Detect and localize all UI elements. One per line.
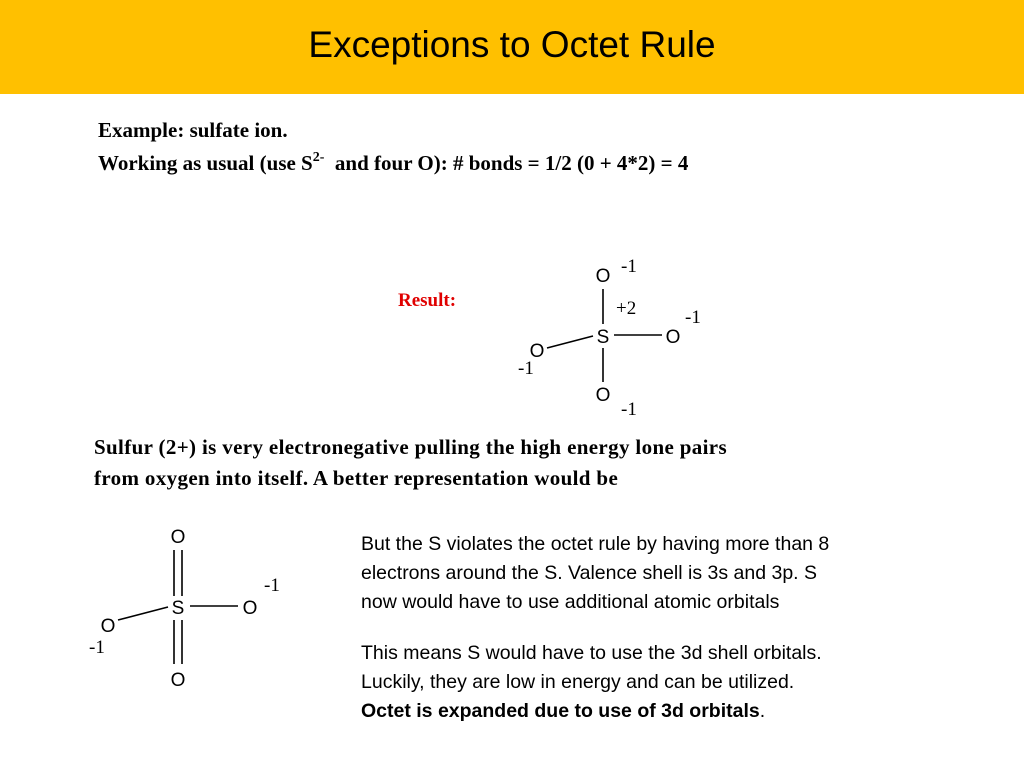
intro-line-2-end: and four O): # bonds = 1/2 (0 + 4*2) = 4: [334, 151, 689, 175]
octet-conclusion-period: .: [759, 700, 766, 722]
octet-p1-line-3: now would have to use additional atomic orbitals: [361, 591, 780, 613]
octet-p2-line-1: This means S would have to use the 3d shell orbitals.: [361, 642, 822, 664]
s2-sulfur: S: [171, 598, 185, 619]
s1-top-oxygen-charge: -1: [621, 256, 637, 277]
s1-right-oxygen-charge: -1: [685, 307, 701, 328]
octet-p1-line-2: electrons around the S. Valence shell is 3s and 3p. S: [361, 562, 818, 584]
intro-line-1: Example: sulfate ion.: [98, 118, 288, 142]
s2-bottom-oxygen: O: [170, 670, 186, 691]
octet-conclusion: Octet is expanded due to use of 3d orbitals: [361, 700, 760, 722]
s1-bottom-oxygen: O: [595, 385, 611, 406]
s1-sulfur: S: [596, 327, 610, 348]
s2-right-oxygen: O: [242, 598, 258, 619]
s2-left-oxygen: O: [100, 616, 116, 637]
octet-p1-line-1: But the S violates the octet rule by having more than 8: [361, 533, 830, 555]
s1-left-oxygen-charge: -1: [518, 358, 534, 379]
octet-explanation: [361, 530, 1001, 726]
s1-left-oxygen: O: [529, 341, 545, 362]
s1-bottom-oxygen-charge: -1: [621, 399, 637, 420]
octet-paragraph-2: [361, 639, 1001, 726]
s2-top-oxygen: O: [170, 527, 186, 548]
octet-p2-line-3: [361, 697, 1001, 726]
s2-left-oxygen-charge: -1: [89, 637, 105, 658]
intro-line-2-start: Working as usual (use S: [98, 151, 313, 175]
s1-sulfur-charge: +2: [616, 298, 637, 319]
sulfur-charge-superscript: 2-: [312, 150, 325, 165]
s2-bond-left: [118, 607, 168, 620]
s1-top-oxygen: O: [595, 266, 611, 287]
octet-p2-line-2: Luckily, they are low in energy and can be utilized.: [361, 671, 795, 693]
octet-paragraph-1: [361, 530, 1001, 617]
s1-right-oxygen: O: [665, 327, 681, 348]
result-label: Result:: [398, 290, 457, 311]
s2-right-oxygen-charge: -1: [264, 575, 280, 596]
explanation-line-1: Sulfur (2+) is very electronegative pulling the high energy lone pairs: [94, 435, 727, 459]
explanation-line-2: from oxygen into itself. A better representation would be: [94, 466, 619, 490]
slide-title: Exceptions to Octet Rule: [308, 24, 716, 65]
